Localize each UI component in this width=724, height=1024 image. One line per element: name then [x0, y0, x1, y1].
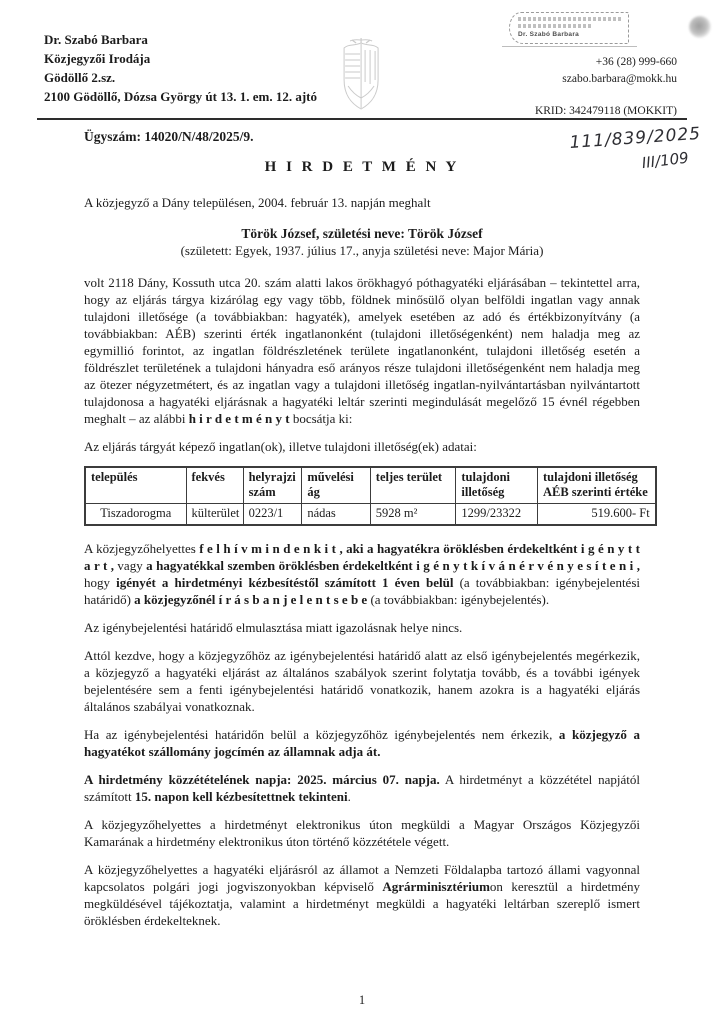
document-title: H I R D E T M É N Y — [264, 159, 460, 175]
paragraph-agriculture-ministry: A közjegyzőhelyettes a hagyatéki eljárásról az államot a Nemzeti Földalapba tartozó állami vagyonnal kapcsolatos polgári jogi jogviszonyokban képviselő Agrárminisztériumon keresztül a hirdetmény megküldésével tájékoztatja, valamint a hirdetményt megküldi a hagyatéki leltárban szereplő ismert öröklésben érdekelteknek. — [84, 862, 641, 928]
col-header-total-area: teljes terület — [370, 467, 456, 504]
contact-block — [562, 54, 677, 88]
notary-office-block — [44, 30, 317, 106]
cell-total-area: 5928 m² — [370, 504, 456, 526]
cell-location: külterület — [186, 504, 243, 526]
paragraph-state-transfer: Ha az igénybejelentési határidőn belül a közjegyzőhöz igénybejelentés nem érkezik, a közjegyző a hagyatékot szállomány jogcímén az államnak adja át. — [84, 727, 640, 759]
col-header-settlement: település — [85, 467, 186, 504]
stamp-blurred-line — [518, 24, 591, 28]
col-header-aeb-value: tulajdoni illetőség AÉB szerinti értéke — [537, 467, 655, 504]
notary-stamp — [509, 12, 629, 44]
paragraph-after-first-claim: Attól kezdve, hogy a közjegyzőhöz az igénybejelentési határidő alatt az első igénybejelentés megérkezik, a közjegyző a hagyatéki eljárást az általános szabályok szerint folytatja tovább, és a további igények bejelentésére sem a fenti igénybejelentési határidő vonatkozik, hanem azokra is a hagyatéki eljárás általános szabályai vonatkoznak. — [84, 648, 640, 714]
stamp-underline — [502, 46, 637, 47]
cell-aeb-value: 519.600- Ft — [537, 504, 655, 526]
deceased-block — [84, 225, 640, 259]
property-table — [84, 466, 657, 526]
paragraph-call-to-claim: A közjegyzőhelyettes f e l h í v m i n d e n k i t , aki a hagyatékra öröklésben érdekeltként i g é n y t t a r t , vagy a hagyatékkal szemben öröklésben érdekeltként i g é n y t k í v á n é r v é n y e s í t e n i , hogy igényét a hirdetményi kézbesítéstől számított 1 éven belül (a továbbiakban: igénybejelentési határidő) a közjegyzőnél í r á s b a n j e l e n t s e b e (a továbbiakban: igénybejelentés). — [84, 541, 640, 607]
stamp-notary-name: Dr. Szabó Barbara — [518, 31, 580, 38]
deceased-name: Török József, születési neve: Török József — [241, 226, 483, 241]
paragraph-no-excuse: Az igénybejelentési határidő elmulasztása miatt igazolásnak helye nincs. — [84, 620, 463, 635]
cell-settlement: Tiszadorogma — [85, 504, 186, 526]
document-body — [84, 124, 650, 940]
col-header-cultivation: művelési ág — [302, 467, 370, 504]
embossed-seal-icon — [689, 16, 711, 38]
notary-name: Dr. Szabó Barbara — [44, 32, 148, 47]
office-seat: Gödöllő 2.sz. — [44, 70, 116, 85]
intro-line: A közjegyző a Dány településen, 2004. február 13. napján meghalt — [84, 195, 431, 210]
page-number: 1 — [358, 993, 366, 1007]
cell-parcel-number: 0223/1 — [243, 504, 302, 526]
table-header-row — [85, 467, 656, 504]
col-header-ownership-share: tulajdoni illetőség — [456, 467, 538, 504]
paragraph-subject-line: Az eljárás tárgyát képező ingatlan(ok), illetve tulajdoni illetőség(ek) adatai: — [84, 439, 477, 454]
paragraph-publication-date: A hirdetmény közzétételének napja: 2025. március 07. napja. A hirdetményt a közzététel napjától számított 15. napon kell kézbesítettnek tekinteni. — [84, 772, 640, 804]
handwritten-case-number: 111/839/2025 — [568, 123, 702, 153]
hungarian-coat-of-arms-icon — [338, 38, 384, 112]
col-header-location: fekvés — [186, 467, 243, 504]
phone-number: +36 (28) 999-660 — [595, 56, 677, 68]
col-header-parcel-number: helyrajzi szám — [243, 467, 302, 504]
office-address: 2100 Gödöllő, Dózsa György út 13. 1. em. 12. ajtó — [44, 89, 317, 104]
handwritten-note: III/109 — [640, 148, 690, 173]
stamp-blurred-line — [518, 17, 622, 21]
table-row — [85, 504, 656, 526]
letterhead — [37, 26, 687, 120]
office-name: Közjegyzői Irodája — [44, 51, 151, 66]
paragraph-estate-conditions: volt 2118 Dány, Kossuth utca 20. szám alatti lakos örökhagyó póthagyatéki eljárásában – tekintettel arra, hogy az eljárás tárgya kizárólag egy vagy több, földnek minősülő olyan belföldi ingatlan vagy annak tulajdoni illetősége (a továbbiakban: hagyaték), amelyek esetében az adó és értékbizonyítvány (a továbbiakban: AÉB) szerinti érték ingatlanonként (tulajdoni illetőségenként) nem haladja meg az egymillió forintot, az ingatlan földrészletének területe ingatlanonként, tulajdoni illetőség esetén a földrészlet területének a tulajdoni hányadra eső arányos része tulajdoni illetőségenként nem haladja meg az ötezer négyzetmétert, és az ingatlan vagy a tulajdoni illetőség ingatlan-nyilvántartásban nyilvántartott tulajdonosa a hagyatéki eljárásnak a hagyatéki leltár szerinti megindulását megelőző 15 évnél régebben meghalt – az alábbi h i r d e t m é n y t bocsátja ki: — [84, 275, 640, 426]
krid-number: KRID: 342479118 (MOKKIT) — [534, 105, 677, 117]
cell-ownership-share: 1299/23322 — [456, 504, 538, 526]
paragraph-chamber-publication: A közjegyzőhelyettes a hirdetményt elektronikus úton megküldi a Magyar Országos Közjegyzői Kamarának a hirdetmény elektronikus úton történő közzététele végett. — [84, 817, 640, 849]
cell-cultivation: nádas — [302, 504, 370, 526]
email-address: szabo.barbara@mokk.hu — [562, 73, 677, 85]
case-number: Ügyszám: 14020/N/48/2025/9. — [84, 129, 254, 144]
deceased-birth-details: (született: Egyek, 1937. július 17., anyja születési neve: Major Mária) — [180, 243, 544, 258]
